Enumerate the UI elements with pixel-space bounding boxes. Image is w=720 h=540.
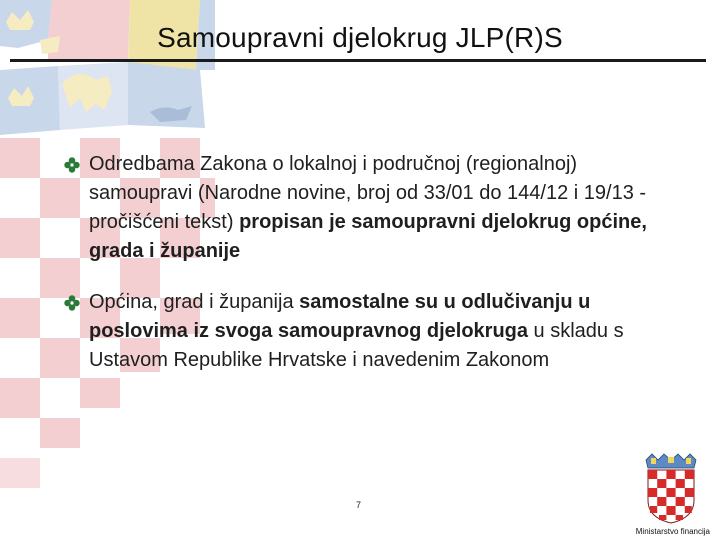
bullet-text-segment: u skladu s Ustavom Republike Hrvatske i navedenim Zakonom: [89, 320, 624, 371]
bullet-text-segment: Općina, grad i županija: [89, 291, 300, 313]
bullet-text: [89, 153, 647, 262]
diamond-bullet-icon: [64, 157, 80, 173]
page-number: 7: [356, 500, 362, 510]
bullet-text-segment: Odredbama Zakona o lokalnoj i područnoj (regionalnoj) samoupravi (Narodne novine, broj od 33/01 do 144/12 i 19/13 - pročišćeni tekst): [89, 153, 647, 233]
bullet-item: [62, 150, 662, 266]
watermark-crown: [0, 0, 215, 135]
bullet-text-bold: propisan je samoupravni djelokrug općine, grada i županije: [89, 211, 647, 262]
bullet-text: [89, 291, 624, 371]
footer-organization: Ministarstvo financija: [635, 527, 710, 536]
bullet-text-bold: samostalne su u odlučivanju u poslovima iz svoga samoupravnog djelokruga: [89, 291, 591, 342]
bullet-list: [62, 150, 662, 397]
diamond-bullet-icon: [64, 295, 80, 311]
slide-title: Samoupravni djelokrug JLP(R)S: [157, 22, 563, 53]
bullet-item: [62, 288, 662, 375]
croatian-coat-of-arms-icon: [642, 452, 700, 524]
title-underline: [10, 59, 706, 62]
